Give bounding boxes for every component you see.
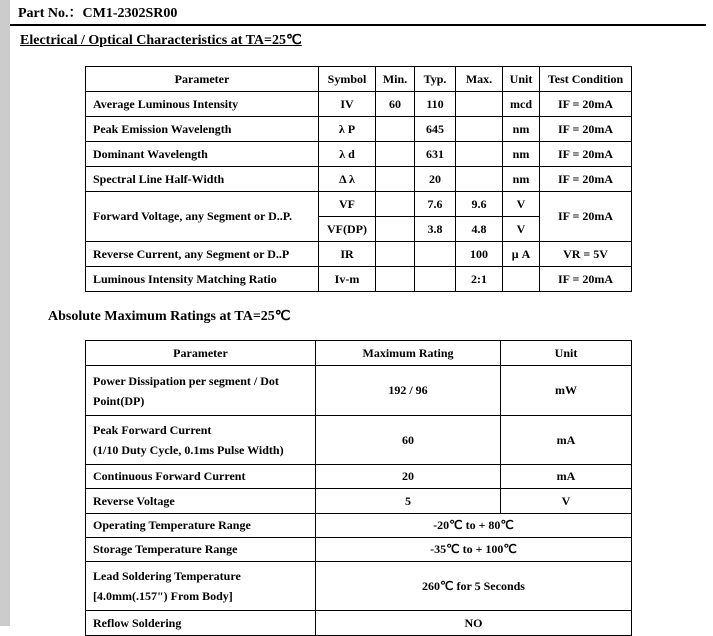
- cell-unit: mA: [501, 416, 632, 465]
- table-row: [86, 416, 632, 465]
- cell-parameter: Reverse Current, any Segment or D..P: [86, 242, 319, 267]
- cell-rating: 260℃ for 5 Seconds: [316, 562, 632, 611]
- section-title-absolute-maximum: Absolute Maximum Ratings at TA=25℃: [48, 309, 291, 324]
- table-row: [86, 489, 632, 514]
- cell-max: 2:1: [456, 267, 503, 292]
- table-row: [86, 92, 632, 117]
- absolute-maximum-ratings-table: [85, 340, 632, 636]
- cell-test-condition: IF = 20mA: [540, 167, 632, 192]
- cell-parameter: Reflow Soldering: [86, 611, 316, 636]
- cell-max: 100: [456, 242, 503, 267]
- col-parameter: Parameter: [86, 341, 316, 366]
- cell-rating: NO: [316, 611, 632, 636]
- cell-test-condition: VR = 5V: [540, 242, 632, 267]
- cell-parameter: Luminous Intensity Matching Ratio: [86, 267, 319, 292]
- table-row: [86, 611, 632, 636]
- cell-parameter: Storage Temperature Range: [86, 538, 316, 562]
- header-row: [86, 67, 632, 92]
- cell-max: [456, 142, 503, 167]
- table-row: [86, 514, 632, 538]
- cell-typ: 110: [415, 92, 456, 117]
- cell-max: 9.6: [456, 192, 503, 217]
- header-row: [86, 341, 632, 366]
- table-row: [86, 465, 632, 489]
- col-symbol: Symbol: [319, 67, 376, 92]
- cell-typ: 3.8: [415, 217, 456, 242]
- cell-max: 4.8: [456, 217, 503, 242]
- cell-unit: V: [503, 217, 540, 242]
- cell-parameter: Operating Temperature Range: [86, 514, 316, 538]
- scan-edge-strip: [0, 0, 10, 626]
- cell-max: [456, 117, 503, 142]
- col-unit: Unit: [501, 341, 632, 366]
- cell-symbol: Iv-m: [319, 267, 376, 292]
- parameter-line: (1/10 Duty Cycle, 0.1ms Pulse Width): [93, 443, 284, 457]
- table-row: [86, 538, 632, 562]
- cell-rating: 5: [316, 489, 501, 514]
- cell-test-condition: IF = 20mA: [540, 192, 632, 242]
- cell-min: 60: [376, 92, 415, 117]
- table-row: [86, 366, 632, 416]
- cell-rating: 20: [316, 465, 501, 489]
- cell-parameter: [86, 416, 316, 465]
- cell-symbol: λ P: [319, 117, 376, 142]
- col-maximum-rating: Maximum Rating: [316, 341, 501, 366]
- col-max: Max.: [456, 67, 503, 92]
- table-row: [86, 142, 632, 167]
- cell-unit: V: [501, 489, 632, 514]
- cell-unit: μ A: [503, 242, 540, 267]
- section-title-electrical: Electrical / Optical Characteristics at TA=25℃: [20, 33, 302, 48]
- cell-parameter: Spectral Line Half-Width: [86, 167, 319, 192]
- part-number: Part No.：CM1-2302SR00: [10, 0, 706, 26]
- cell-unit: V: [503, 192, 540, 217]
- cell-test-condition: IF = 20mA: [540, 267, 632, 292]
- cell-min: [376, 117, 415, 142]
- cell-typ: 20: [415, 167, 456, 192]
- cell-symbol: VF: [319, 192, 376, 217]
- cell-typ: 631: [415, 142, 456, 167]
- cell-parameter: Peak Emission Wavelength: [86, 117, 319, 142]
- cell-max: [456, 167, 503, 192]
- col-unit: Unit: [503, 67, 540, 92]
- cell-symbol: IR: [319, 242, 376, 267]
- cell-unit: mA: [501, 465, 632, 489]
- cell-min: [376, 167, 415, 192]
- cell-rating: 192 / 96: [316, 366, 501, 416]
- cell-typ: 7.6: [415, 192, 456, 217]
- cell-min: [376, 142, 415, 167]
- table-row: [86, 117, 632, 142]
- cell-rating: -35℃ to + 100℃: [316, 538, 632, 562]
- cell-max: [456, 92, 503, 117]
- cell-parameter: Forward Voltage, any Segment or D..P.: [86, 192, 319, 242]
- cell-test-condition: IF = 20mA: [540, 117, 632, 142]
- cell-unit: [503, 267, 540, 292]
- cell-min: [376, 267, 415, 292]
- table-row: [86, 192, 632, 217]
- cell-symbol: IV: [319, 92, 376, 117]
- cell-test-condition: IF = 20mA: [540, 142, 632, 167]
- cell-symbol: Δ λ: [319, 167, 376, 192]
- table-row: [86, 167, 632, 192]
- cell-parameter: [86, 366, 316, 416]
- cell-typ: 645: [415, 117, 456, 142]
- parameter-line: Point(DP): [93, 393, 145, 408]
- cell-unit: mcd: [503, 92, 540, 117]
- table-row: [86, 242, 632, 267]
- col-parameter: Parameter: [86, 67, 319, 92]
- cell-rating: -20℃ to + 80℃: [316, 514, 632, 538]
- table-row: [86, 562, 632, 611]
- cell-parameter: Dominant Wavelength: [86, 142, 319, 167]
- cell-min: [376, 242, 415, 267]
- parameter-line: Peak Forward Current: [93, 423, 212, 437]
- cell-typ: [415, 267, 456, 292]
- cell-parameter: [86, 562, 316, 611]
- cell-unit: nm: [503, 167, 540, 192]
- parameter-line: Power Dissipation per segment / Dot: [93, 373, 279, 388]
- cell-test-condition: IF = 20mA: [540, 92, 632, 117]
- parameter-line: [4.0mm(.157") From Body]: [93, 589, 233, 603]
- col-typ: Typ.: [415, 67, 456, 92]
- cell-unit: mW: [501, 366, 632, 416]
- cell-symbol: VF(DP): [319, 217, 376, 242]
- cell-rating: 60: [316, 416, 501, 465]
- electrical-characteristics-table: [85, 66, 632, 292]
- cell-symbol: λ d: [319, 142, 376, 167]
- table-row: [86, 267, 632, 292]
- cell-min: [376, 217, 415, 242]
- parameter-line: Lead Soldering Temperature: [93, 569, 241, 583]
- cell-min: [376, 192, 415, 217]
- cell-parameter: Continuous Forward Current: [86, 465, 316, 489]
- cell-unit: nm: [503, 142, 540, 167]
- cell-parameter: Average Luminous Intensity: [86, 92, 319, 117]
- col-test-condition: Test Condition: [540, 67, 632, 92]
- cell-parameter: Reverse Voltage: [86, 489, 316, 514]
- cell-unit: nm: [503, 117, 540, 142]
- cell-typ: [415, 242, 456, 267]
- col-min: Min.: [376, 67, 415, 92]
